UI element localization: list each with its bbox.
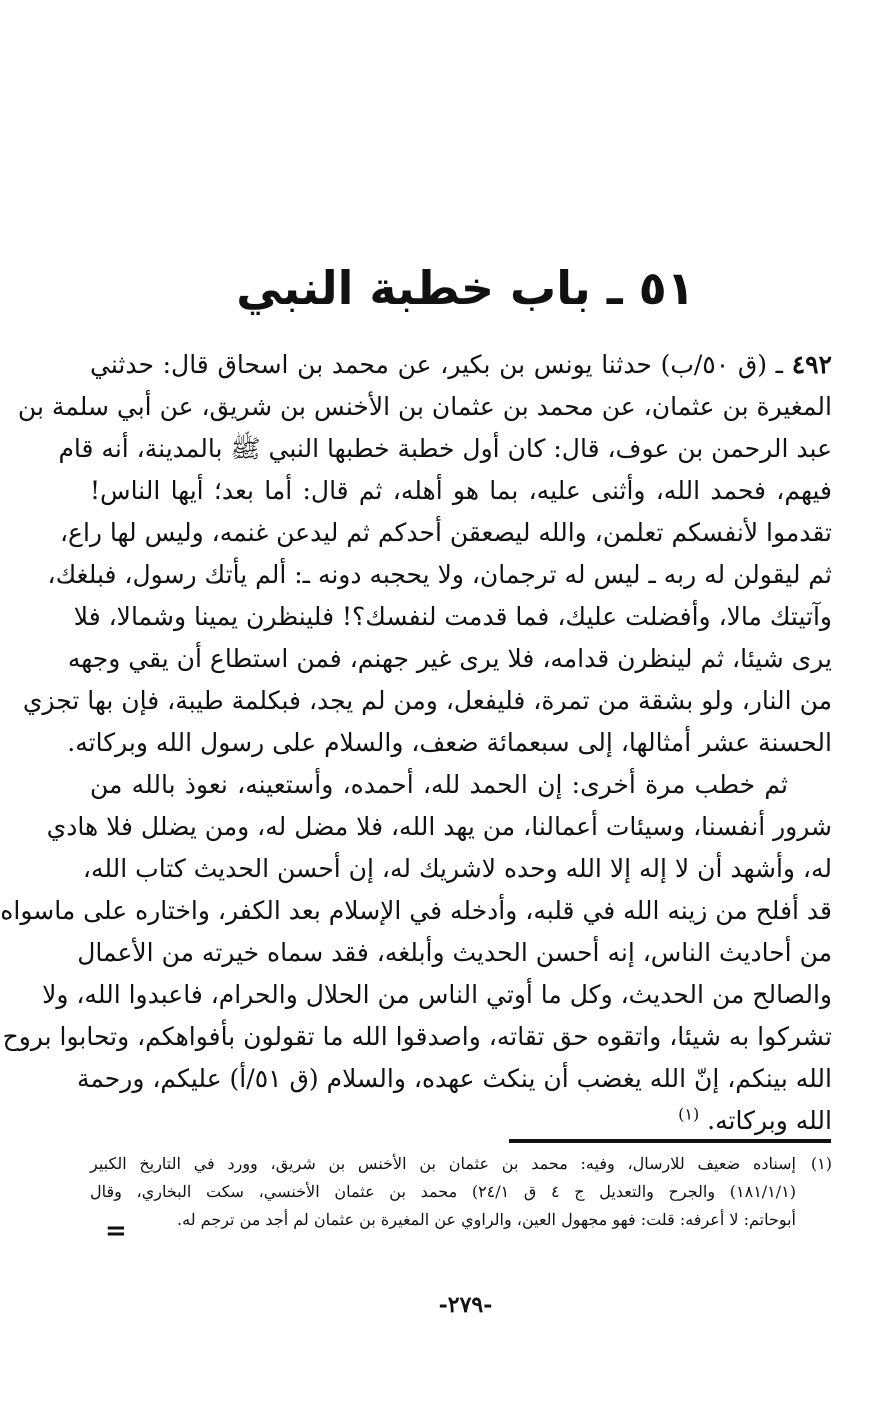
footnote-line: (١)إسناده ضعيف للارسال، وفيه: محمد بن عثمان بن الأخنس بن شريق، وورد في التاريخ الكبير	[90, 1150, 832, 1178]
footnotes	[90, 1150, 832, 1234]
text-line: تشركوا به شيئا، واتقوه حق تقاته، واصدقوا الله ما تقولون بأفواهكم، وتحابوا بروح	[2, 1022, 832, 1051]
text-line: المغيرة بن عثمان، عن محمد بن عثمان بن الأخنس بن شريق، عن أبي سلمة بن	[17, 392, 832, 421]
text-line: الله بينكم، إنّ الله يغضب أن ينكث عهده، والسلام (ق ٥١/أ) عليكم، ورحمة	[76, 1064, 832, 1093]
chapter-title: ٥١ ـ باب خطبة النبي	[236, 261, 695, 315]
text-line: يرى شيئا، ثم لينظرن قدامه، فلا يرى غير جهنم، فمن استطاع أن يقي وجهه	[67, 644, 832, 673]
text-line: وآتيتك مالا، وأفضلت عليك، فما قدمت لنفسك؟! فلينظرن يمينا وشمالا، فلا	[73, 602, 832, 631]
text-line: فيهم، فحمد الله، وأثنى عليه، بما هو أهله، ثم قال: أما بعد؛ أيها الناس!	[90, 476, 832, 505]
text-line: من أحاديث الناس، إنه أحسن الحديث وأبلغه، فقد سماه خيرته من الأعمال	[77, 938, 832, 967]
text-line: ثم ليقولن له ربه ـ ليس له ترجمان، ولا يحجبه دونه ـ: ألم يأتك رسول، فبلغك،	[47, 560, 832, 589]
main-text	[0, 344, 832, 1142]
text-line: من النار، ولو بشقة من تمرة، فليفعل، ومن لم يجد، فبكلمة طيبة، فإن بها تجزي	[22, 686, 832, 715]
continuation-mark: =	[105, 1216, 127, 1246]
text-line: له، وأشهد أن لا إله إلا الله وحده لاشريك له، إن أحسن الحديث كتاب الله،	[82, 854, 832, 883]
text-line: الحسنة عشر أمثالها، إلى سبعمائة ضعف، والسلام على رسول الله وبركاته.	[67, 728, 832, 757]
text-line: الله وبركاته. $^{(١)}$	[678, 1104, 832, 1135]
footnote-line: أبوحاتم: لا أعرفه: قلت: فهو مجهول العين، والراوي عن المغيرة بن عثمان لم أجد من ترجم له.	[177, 1210, 796, 1229]
footnote-number: (١)	[810, 1154, 832, 1173]
text-line: ٤٩٢ ـ (ق ٥٠/ب) حدثنا يونس بن بكير، عن محمد بن اسحاق قال: حدثني	[90, 350, 832, 379]
footnote-line: (١٨١/١/١) والجرح والتعديل ج ٤ ق ٢٤/١) محمد بن عثمان الأخنسي، سكت البخاري، وقال	[90, 1182, 796, 1201]
text-line: قد أفلح من زينه الله في قلبه، وأدخله في الإسلام بعد الكفر، واختاره على ماسواه	[0, 896, 832, 925]
text-line: تقدموا لأنفسكم تعلمن، والله ليصعقن أحدكم ثم ليدعن غنمه، وليس لها راع،	[59, 518, 832, 547]
footnote-divider	[509, 1139, 831, 1143]
hadith-number: ٤٩٢	[791, 350, 832, 379]
text-line: ثم خطب مرة أخرى: إن الحمد لله، أحمده، وأستعينه، نعوذ بالله من	[90, 770, 788, 799]
page-number: -٢٧٩-	[438, 1292, 493, 1318]
text-line: شرور أنفسنا، وسيئات أعمالنا، من يهد الله، فلا مضل له، ومن يضلل فلا هادي	[46, 812, 832, 841]
text-line: عبد الرحمن بن عوف، قال: كان أول خطبة خطبها النبي ﷺ بالمدينة، أنه قام	[58, 434, 832, 463]
footnote-reference[interactable]: (١)	[678, 1104, 700, 1124]
text-line: والصالح من الحديث، وكل ما أوتي الناس من الحلال والحرام، فاعبدوا الله، ولا	[42, 980, 832, 1009]
